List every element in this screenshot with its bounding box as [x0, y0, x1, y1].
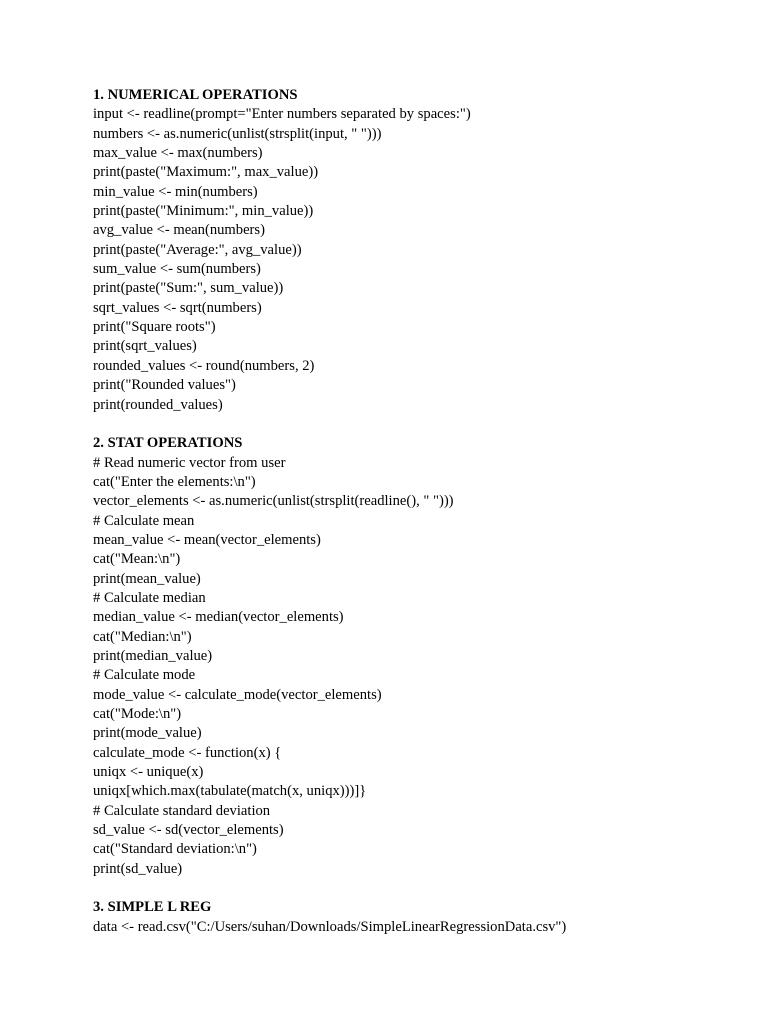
- section-numerical-operations: [93, 86, 733, 415]
- section-heading: 3. SIMPLE L REG: [93, 899, 212, 916]
- code-line: print(mean_value): [93, 570, 201, 587]
- code-line: uniqx[which.max(tabulate(match(x, uniqx)))]}: [93, 783, 367, 800]
- code-line: vector_elements <- as.numeric(unlist(strsplit(readline(), " "))): [93, 493, 454, 510]
- section-stat-operations: [93, 434, 733, 879]
- section-heading: 2. STAT OPERATIONS: [93, 435, 243, 452]
- code-comment: # Calculate mode: [93, 667, 196, 684]
- code-line: calculate_mode <- function(x) {: [93, 744, 282, 761]
- code-line: mode_value <- calculate_mode(vector_elements): [93, 686, 382, 703]
- code-line: sqrt_values <- sqrt(numbers): [93, 299, 262, 316]
- code-line: max_value <- max(numbers): [93, 145, 263, 162]
- code-line: uniqx <- unique(x): [93, 764, 204, 781]
- code-line: mean_value <- mean(vector_elements): [93, 531, 321, 548]
- section-simple-l-reg: [93, 898, 733, 937]
- code-comment: # Read numeric vector from user: [93, 454, 286, 471]
- code-line: print(paste("Sum:", sum_value)): [93, 280, 284, 297]
- code-line: cat("Median:\n"): [93, 628, 192, 645]
- code-line: median_value <- median(vector_elements): [93, 609, 344, 626]
- code-line: print("Square roots"): [93, 319, 216, 336]
- code-comment: # Calculate mean: [93, 512, 195, 529]
- code-line: data <- read.csv("C:/Users/suhan/Downloads/SimpleLinearRegressionData.csv"): [93, 918, 567, 935]
- code-line: print(paste("Average:", avg_value)): [93, 241, 302, 258]
- code-line: cat("Mode:\n"): [93, 706, 182, 722]
- code-line: print(rounded_values): [93, 396, 223, 413]
- code-line: print(sd_value): [93, 860, 183, 877]
- code-line: print(paste("Minimum:", min_value)): [93, 203, 314, 220]
- code-line: min_value <- min(numbers): [93, 183, 258, 200]
- code-line: print(median_value): [93, 647, 213, 664]
- code-comment: # Calculate median: [93, 589, 206, 606]
- section-heading: 1. NUMERICAL OPERATIONS: [93, 87, 298, 103]
- code-line: cat("Standard deviation:\n"): [93, 841, 257, 858]
- code-comment: # Calculate standard deviation: [93, 802, 271, 819]
- code-line: print(sqrt_values): [93, 338, 197, 355]
- code-line: print("Rounded values"): [93, 377, 236, 394]
- code-line: cat("Mean:\n"): [93, 551, 181, 568]
- code-line: sum_value <- sum(numbers): [93, 261, 261, 278]
- code-line: numbers <- as.numeric(unlist(strsplit(input, " "))): [93, 125, 382, 142]
- code-line: cat("Enter the elements:\n"): [93, 473, 256, 490]
- code-line: avg_value <- mean(numbers): [93, 222, 265, 239]
- code-line: print(paste("Maximum:", max_value)): [93, 164, 319, 181]
- code-line: rounded_values <- round(numbers, 2): [93, 357, 315, 374]
- code-line: print(mode_value): [93, 725, 202, 742]
- document-content: [93, 86, 733, 937]
- section-spacer: [93, 415, 733, 434]
- code-line: input <- readline(prompt="Enter numbers separated by spaces:"): [93, 106, 471, 123]
- code-line: sd_value <- sd(vector_elements): [93, 822, 284, 839]
- section-spacer: [93, 879, 733, 898]
